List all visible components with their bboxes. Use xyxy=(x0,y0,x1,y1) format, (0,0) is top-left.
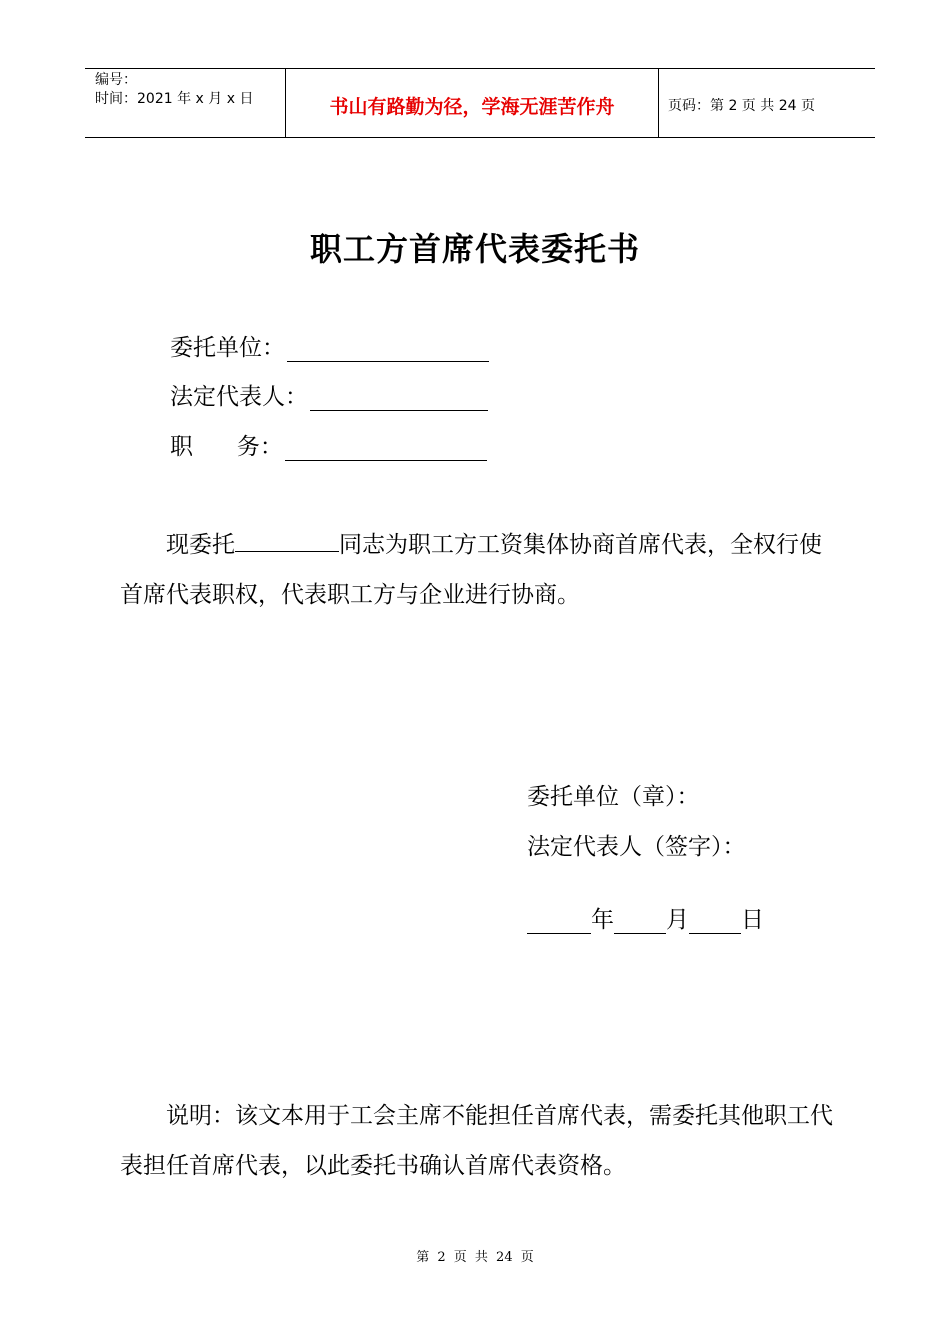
field-label: 委托单位： xyxy=(170,335,285,361)
document-time-label: 时间：2021 年 x 月 x 日 xyxy=(95,91,254,107)
entrustment-paragraph xyxy=(120,520,842,620)
field-label: 职 务： xyxy=(170,434,283,460)
note-paragraph: 说明：该文本用于工会主席不能担任首席代表，需委托其他职工代表担任首席代表，以此委托书确认首席代表资格。 xyxy=(120,1103,833,1179)
year-label: 年 xyxy=(591,907,614,933)
field-position xyxy=(170,427,487,461)
document-number-label: 编号： xyxy=(95,72,137,88)
page-footer: 第 2 页 共 24 页 xyxy=(416,1250,534,1265)
field-legal-representative xyxy=(170,377,488,411)
blank-line xyxy=(310,386,488,411)
document-header xyxy=(85,68,875,138)
signature-date xyxy=(527,900,764,934)
year-blank xyxy=(527,909,591,934)
body-suffix: 同志为职工方工资集体协商首席代表，全权行使首席代表职权，代表职工方与企业进行协商。 xyxy=(120,532,822,608)
signature-unit-seal: 委托单位（章）： xyxy=(527,784,700,810)
header-meta xyxy=(85,69,286,137)
month-label: 月 xyxy=(666,907,689,933)
blank-line xyxy=(285,436,487,461)
month-blank xyxy=(614,909,666,934)
signature-representative: 法定代表人（签字）： xyxy=(527,834,746,860)
blank-line xyxy=(287,337,489,362)
delegate-name-blank xyxy=(235,529,339,552)
header-page-info: 页码：第 2 页 共 24 页 xyxy=(668,98,815,114)
day-label: 日 xyxy=(741,907,764,933)
field-entrusting-unit xyxy=(170,328,489,362)
document-title: 职工方首席代表委托书 xyxy=(309,230,640,268)
field-label: 法定代表人： xyxy=(170,384,308,410)
body-prefix: 现委托 xyxy=(166,532,235,558)
day-blank xyxy=(689,909,741,934)
header-motto: 书山有路勤为径，学海无涯苦作舟 xyxy=(286,69,659,137)
